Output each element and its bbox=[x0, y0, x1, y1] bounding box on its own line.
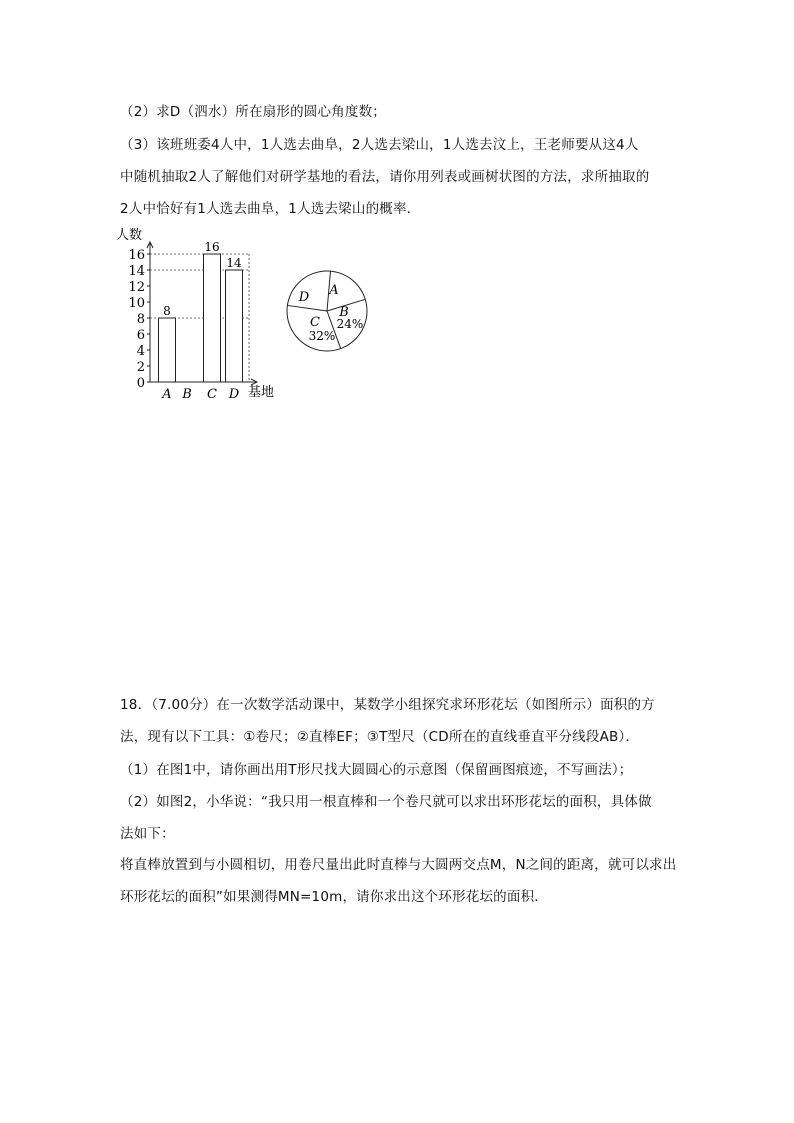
bar bbox=[204, 254, 221, 382]
bar-chart bbox=[110, 222, 285, 406]
q17-part3-line3: 2人中恰好有1人选去曲阜，1人选去梁山的概率． bbox=[120, 201, 421, 217]
x-tick-label: B bbox=[182, 387, 192, 402]
q18-line4: （2）如图2，小华说：“我只用一根直棒和一个卷尺就可以求出环形花坛的面积，具体做 bbox=[120, 794, 652, 810]
pie-chart bbox=[282, 266, 382, 366]
bar-value-label: 14 bbox=[226, 256, 242, 270]
pie-slice-label: A bbox=[329, 283, 339, 298]
x-tick-label: D bbox=[228, 387, 240, 402]
bar-value-label: 16 bbox=[204, 240, 220, 254]
y-tick-label: 14 bbox=[128, 264, 145, 279]
y-tick-label: 12 bbox=[128, 280, 145, 295]
q17-part3-line2: 中随机抽取2人了解他们对研学基地的看法，请你用列表或画树状图的方法，求所抽取的 bbox=[120, 169, 650, 185]
x-tick-label: A bbox=[162, 387, 172, 402]
bar-value-label: 8 bbox=[163, 304, 171, 318]
y-tick-label: 16 bbox=[128, 248, 145, 263]
q18-line1: 18．（7.00分）在一次数学活动课中，某数学小组探究求环形花坛（如图所示）面积的方 bbox=[120, 697, 655, 713]
bar-chart-svg bbox=[110, 222, 285, 402]
x-axis-label: 基地 bbox=[248, 385, 275, 400]
y-axis-label: 人数 bbox=[116, 228, 143, 243]
y-tick-label: 0 bbox=[136, 376, 145, 391]
bar bbox=[159, 318, 176, 382]
x-tick-label: C bbox=[207, 387, 217, 402]
pie-slice-percent: 24% bbox=[336, 317, 364, 331]
y-tick-label: 2 bbox=[136, 360, 145, 375]
y-tick-label: 8 bbox=[136, 312, 145, 327]
pie-slice-label: C bbox=[310, 315, 320, 330]
q17-part2: （2）求D（泗水）所在扇形的圆心角度数； bbox=[120, 104, 386, 120]
q18-line2: 法，现有以下工具：①卷尺；②直棒EF；③T型尺（CD所在的直线垂直平分线段AB）． bbox=[120, 729, 640, 745]
y-tick-label: 10 bbox=[128, 296, 145, 311]
q18-line3: （1）在图1中，请你画出用T形尺找大圆圆心的示意图（保留画图痕迹，不写画法）； bbox=[120, 762, 633, 778]
q18-line5: 法如下： bbox=[120, 826, 175, 842]
y-tick-label: 4 bbox=[136, 344, 145, 359]
y-tick-label: 6 bbox=[136, 328, 145, 343]
q18-line7: 环形花坛的面积”如果测得MN=10m，请你求出这个环形花坛的面积． bbox=[120, 889, 548, 905]
pie-slice-label: B bbox=[339, 305, 349, 320]
bar bbox=[226, 270, 243, 382]
q17-part3-line1: （3）该班班委4人中，1人选去曲阜，2人选去梁山，1人选去汶上，王老师要从这4人 bbox=[120, 137, 639, 153]
pie-slice-label: D bbox=[298, 290, 310, 305]
pie-chart-svg bbox=[282, 266, 382, 362]
q18-line6: 将直棒放置到与小圆相切，用卷尺量出此时直棒与大圆两交点M，N之间的距离，就可以求出 bbox=[120, 857, 677, 873]
pie-slice-percent: 32% bbox=[308, 329, 336, 343]
